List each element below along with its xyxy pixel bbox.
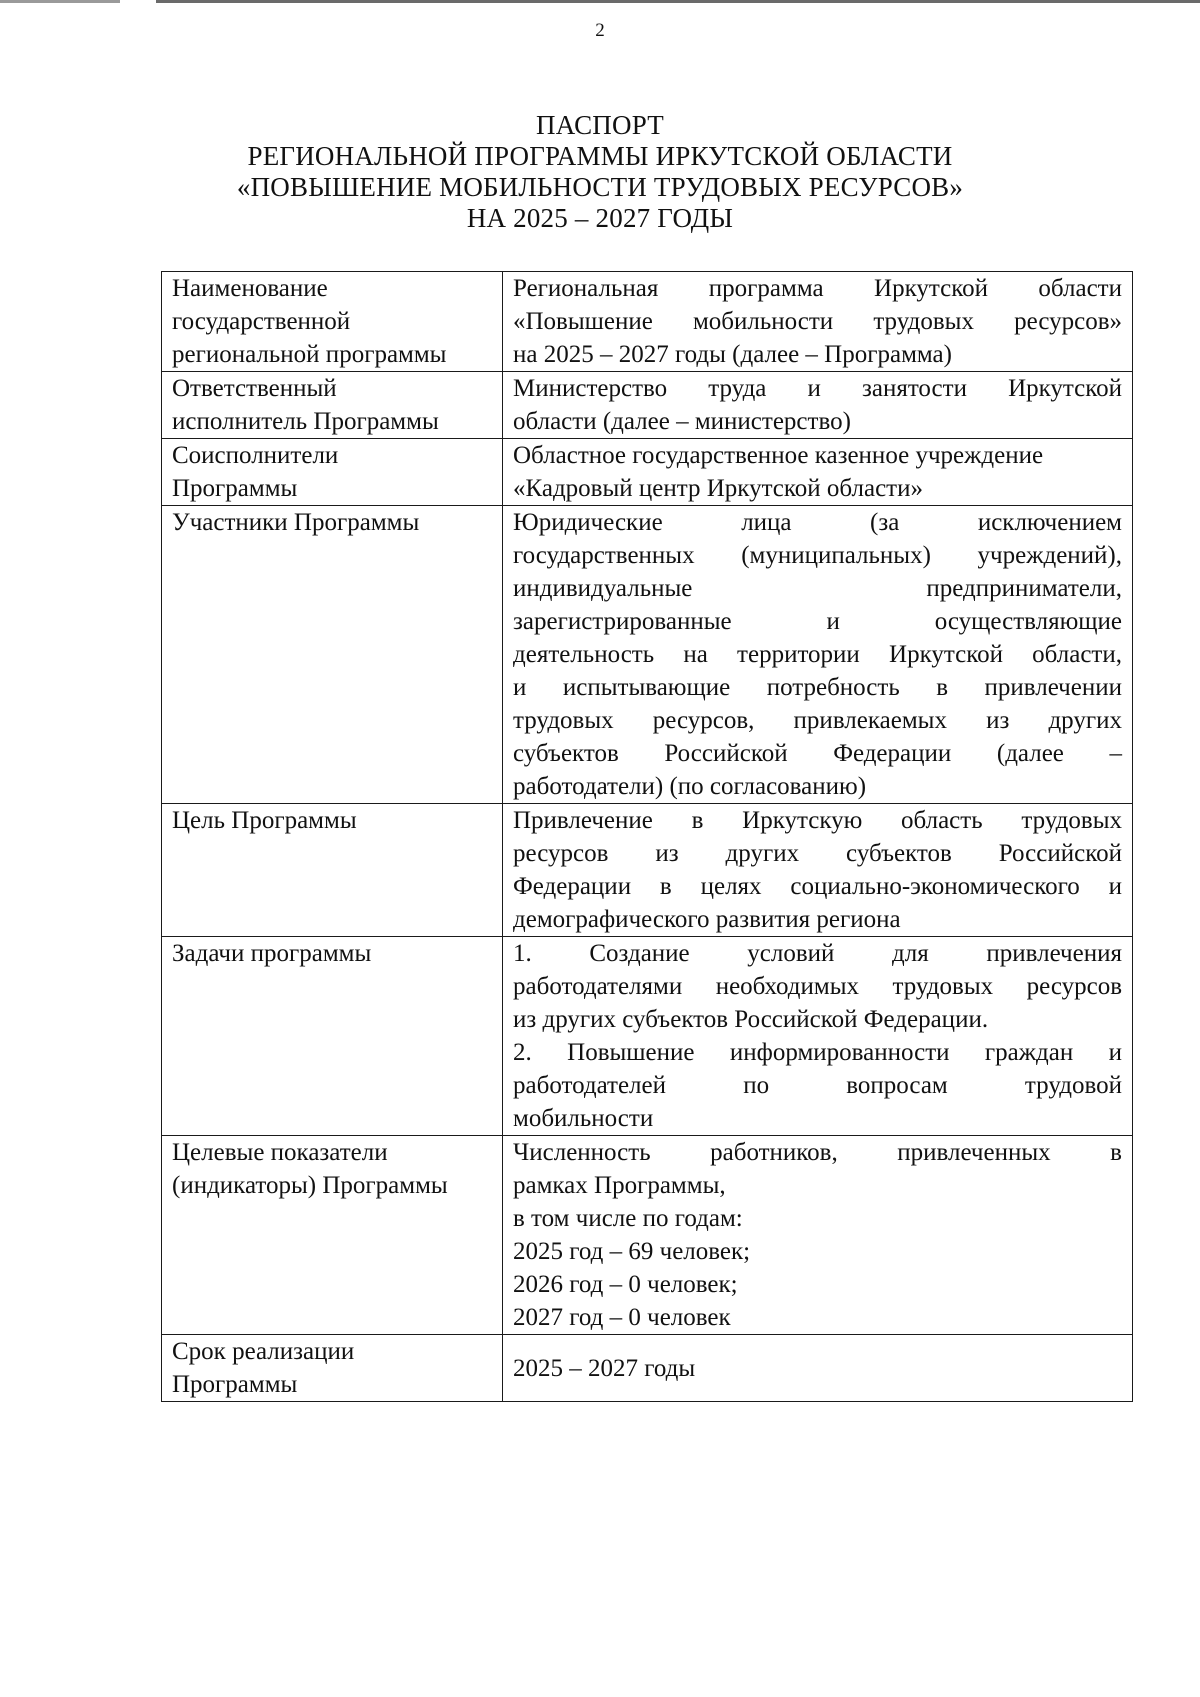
- label-line: Целевые показатели: [172, 1139, 388, 1166]
- value-line: Численность работников, привлеченных в: [513, 1139, 1122, 1166]
- label-line: региональной программы: [172, 341, 447, 368]
- value-line: Министерство труда и занятости Иркутской: [513, 375, 1122, 402]
- title-line: ПАСПОРТ: [536, 110, 664, 140]
- row-label: [162, 439, 503, 506]
- value-line: трудовых ресурсов, привлекаемых из других: [513, 707, 1122, 734]
- row-value: [503, 439, 1133, 506]
- label-line: Программы: [172, 475, 298, 502]
- value-line: ресурсов из других субъектов Российской: [513, 840, 1122, 867]
- value-line: индивидуальные предприниматели,: [513, 575, 1122, 602]
- label-line: Программы: [172, 1371, 298, 1398]
- document-title: [0, 110, 1200, 234]
- row-label: [162, 937, 503, 1136]
- label-line: (индикаторы) Программы: [172, 1172, 448, 1199]
- value-line: 2025 – 2027 годы: [513, 1354, 696, 1382]
- table-row: [162, 1136, 1133, 1335]
- value-line: из других субъектов Российской Федерации.: [513, 1006, 989, 1033]
- label-line: Участники Программы: [172, 509, 420, 536]
- label-line: государственной: [172, 308, 351, 335]
- value-line: Региональная программа Иркутской области: [513, 275, 1122, 302]
- value-line: 2025 год – 69 человек;: [513, 1238, 751, 1265]
- row-value: [503, 372, 1133, 439]
- row-value: [503, 937, 1133, 1136]
- passport-table: [161, 271, 1133, 1402]
- row-label: [162, 506, 503, 804]
- row-value: [503, 1136, 1133, 1335]
- value-line: работодателей по вопросам трудовой: [513, 1072, 1122, 1099]
- row-label: [162, 272, 503, 372]
- value-line: демографического развития региона: [513, 906, 901, 933]
- table-row: [162, 1335, 1133, 1402]
- table-row: [162, 272, 1133, 372]
- row-label: [162, 1136, 503, 1335]
- value-line: Привлечение в Иркутскую область трудовых: [513, 807, 1122, 834]
- row-label: [162, 1335, 503, 1402]
- table-row: [162, 439, 1133, 506]
- value-line: на 2025 – 2027 годы (далее – Программа): [513, 341, 952, 368]
- row-value: [503, 506, 1133, 804]
- value-line: зарегистрированные и осуществляющие: [513, 608, 1122, 635]
- table-row: [162, 506, 1133, 804]
- value-line: 2027 год – 0 человек: [513, 1304, 731, 1331]
- value-line: и испытывающие потребность в привлечении: [513, 674, 1122, 701]
- value-line: в том числе по годам:: [513, 1205, 743, 1232]
- row-value: [503, 272, 1133, 372]
- value-line: работодатели) (по согласованию): [513, 773, 867, 800]
- row-label: [162, 372, 503, 439]
- table-row: [162, 937, 1133, 1136]
- value-line: «Повышение мобильности трудовых ресурсов»: [513, 308, 1122, 335]
- value-line: Юридические лица (за исключением: [513, 509, 1122, 536]
- value-line: деятельность на территории Иркутской области,: [513, 641, 1122, 668]
- title-line: «ПОВЫШЕНИЕ МОБИЛЬНОСТИ ТРУДОВЫХ РЕСУРСОВ»: [236, 172, 964, 202]
- label-line: исполнитель Программы: [172, 408, 439, 435]
- label-line: Наименование: [172, 275, 328, 302]
- page-number: 2: [595, 20, 605, 41]
- table-row: [162, 372, 1133, 439]
- value-line: 2. Повышение информированности граждан и: [513, 1039, 1122, 1066]
- value-line: работодателями необходимых трудовых ресурсов: [513, 973, 1122, 1000]
- label-line: Срок реализации: [172, 1338, 355, 1365]
- value-line: области (далее – министерство): [513, 408, 851, 435]
- label-line: Задачи программы: [172, 940, 372, 967]
- value-line: 2026 год – 0 человек;: [513, 1271, 738, 1298]
- value-line: рамках Программы,: [513, 1172, 726, 1199]
- value-line: 1. Создание условий для привлечения: [513, 940, 1122, 967]
- row-value: [503, 1335, 1133, 1402]
- row-label: [162, 804, 503, 937]
- value-line: государственных (муниципальных) учреждений),: [513, 542, 1122, 569]
- value-line: мобильности: [513, 1105, 654, 1132]
- title-line: РЕГИОНАЛЬНОЙ ПРОГРАММЫ ИРКУТСКОЙ ОБЛАСТИ: [247, 141, 953, 171]
- label-line: Соисполнители: [172, 442, 339, 469]
- title-line: НА 2025 – 2027 ГОДЫ: [466, 203, 734, 233]
- value-line: Областное государственное казенное учреждение: [513, 442, 1044, 469]
- row-value: [503, 804, 1133, 937]
- scan-edge-line: [0, 0, 1200, 3]
- label-line: Цель Программы: [172, 807, 357, 834]
- table-row: [162, 804, 1133, 937]
- value-line: «Кадровый центр Иркутской области»: [513, 475, 923, 502]
- label-line: Ответственный: [172, 375, 337, 402]
- value-line: субъектов Российской Федерации (далее –: [513, 740, 1122, 767]
- value-line: Федерации в целях социально-экономического и: [513, 873, 1122, 900]
